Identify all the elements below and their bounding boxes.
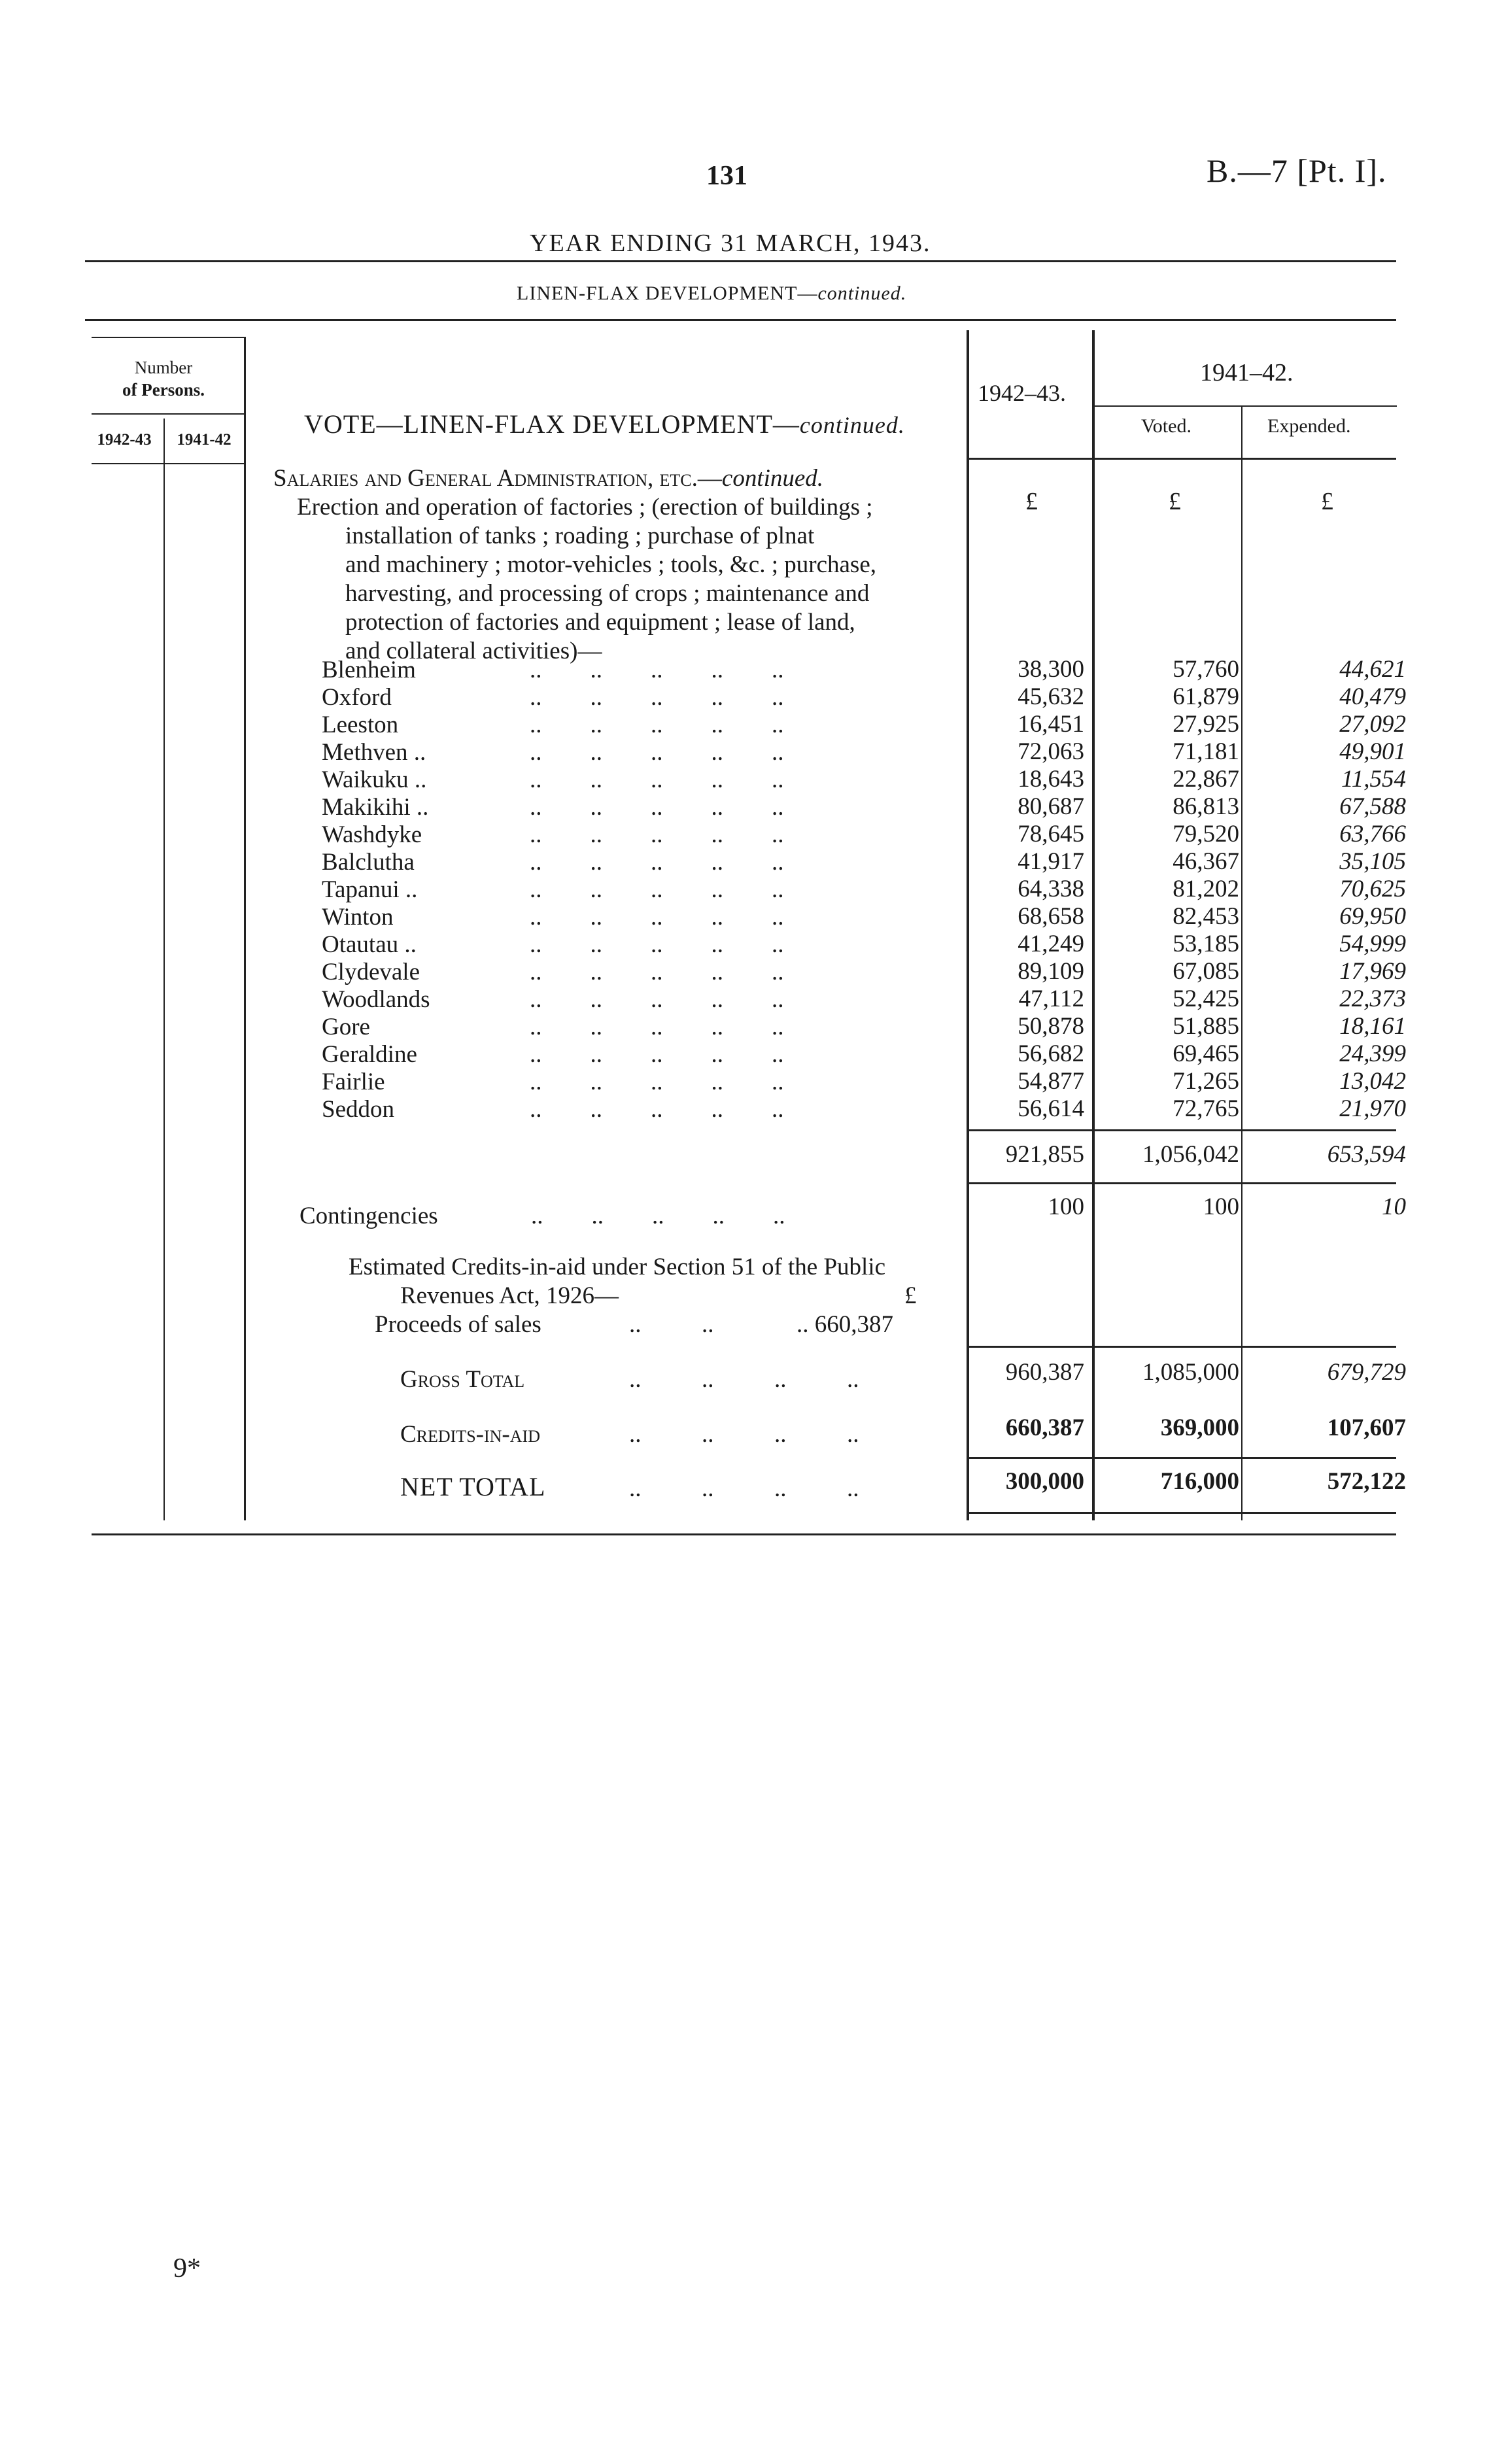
factory-1942-value: 16,451 (1018, 711, 1084, 738)
factory-expended-value: 18,161 (1339, 1013, 1406, 1040)
factory-1942-value: 54,877 (1018, 1068, 1084, 1095)
net-total-1942: 300,000 (1005, 1468, 1084, 1495)
factory-1942-value: 80,687 (1018, 793, 1084, 820)
contingencies-expended: 10 (1382, 1193, 1406, 1220)
factory-name: Blenheim (322, 657, 416, 683)
gross-total-1942: 960,387 (1005, 1359, 1084, 1386)
factory-voted-value: 86,813 (1173, 793, 1239, 820)
subtitle-cont: continued. (817, 282, 907, 304)
factory-name: Fairlie (322, 1069, 385, 1095)
description-line: installation of tanks ; roading ; purchase of plnat (345, 522, 815, 549)
factory-voted-value: 79,520 (1173, 821, 1239, 847)
factory-expended-value: 21,970 (1339, 1095, 1406, 1122)
factory-expended-value: 40,479 (1339, 683, 1406, 710)
contingencies-1942: 100 (1048, 1193, 1084, 1220)
description-line: and collateral activities)— (345, 638, 602, 664)
factory-name: Makikihi .. (322, 794, 429, 821)
factory-leader-dots: .. .. .. .. .. (530, 849, 784, 876)
voted-expended-divider (1241, 407, 1242, 1520)
vote-title-main: VOTE—LINEN-FLAX DEVELOPMENT— (304, 409, 800, 439)
factory-voted-value: 53,185 (1173, 931, 1239, 957)
description-line: Erection and operation of factories ; (erection of buildings ; (297, 494, 873, 521)
factory-name: Methven .. (322, 739, 426, 766)
factory-voted-value: 71,181 (1173, 738, 1239, 765)
subtitle-rule (85, 319, 1396, 321)
header-rule (85, 260, 1396, 262)
money-left-divider (967, 330, 969, 1520)
factory-expended-value: 69,950 (1339, 903, 1406, 930)
factory-expended-value: 35,105 (1339, 848, 1406, 875)
factory-voted-value: 57,760 (1173, 656, 1239, 683)
factory-name: Winton (322, 904, 394, 931)
description-line: protection of factories and equipment ; lease of land, (345, 609, 855, 636)
factory-expended-value: 70,625 (1339, 876, 1406, 902)
factory-expended-value: 22,373 (1339, 985, 1406, 1012)
factory-leader-dots: .. .. .. .. .. (530, 794, 784, 821)
year-title: YEAR ENDING 31 MARCH, 1943. (530, 230, 931, 257)
net-total-expended: 572,122 (1327, 1468, 1406, 1495)
section-heading-text: Salaries and General Administration, etc.— (273, 465, 722, 492)
credits-in-aid-voted: 369,000 (1160, 1414, 1239, 1441)
factory-voted-value: 27,925 (1173, 711, 1239, 738)
subtotal-rule (968, 1129, 1396, 1131)
description-line: harvesting, and processing of crops ; maintenance and (345, 580, 870, 607)
factory-expended-value: 63,766 (1339, 821, 1406, 847)
contingencies-voted: 100 (1203, 1193, 1239, 1220)
money-header-rule (968, 458, 1396, 460)
factory-leader-dots: .. .. .. .. .. (530, 1041, 784, 1068)
section-heading (273, 464, 953, 493)
factory-1942-value: 89,109 (1018, 958, 1084, 985)
factory-1942-value: 56,614 (1018, 1095, 1084, 1122)
factory-name: Otautau .. (322, 931, 417, 958)
factory-1942-value: 41,249 (1018, 931, 1084, 957)
credits-note-dots: .. .. (629, 1311, 714, 1338)
credits-note-line1: Estimated Credits-in-aid under Section 51 of the Public (349, 1254, 886, 1280)
factory-expended-value: 17,969 (1339, 958, 1406, 985)
factory-1942-value: 78,645 (1018, 821, 1084, 847)
factory-name: Balclutha (322, 849, 415, 876)
factory-leader-dots: .. .. .. .. .. (530, 876, 784, 903)
table-top-rule-left (92, 337, 245, 338)
factory-voted-value: 71,265 (1173, 1068, 1239, 1095)
factory-leader-dots: .. .. .. .. .. (530, 766, 784, 793)
subtotal-expended: 653,594 (1327, 1141, 1406, 1168)
credits-in-aid-expended: 107,607 (1327, 1414, 1406, 1441)
col-1941-header: 1941–42. (1200, 359, 1294, 386)
credits-in-aid-dots: .. .. .. .. (629, 1421, 859, 1448)
factory-voted-value: 82,453 (1173, 903, 1239, 930)
factory-expended-value: 24,399 (1339, 1040, 1406, 1067)
factory-leader-dots: .. .. .. .. .. (530, 821, 784, 848)
factory-1942-value: 18,643 (1018, 766, 1084, 793)
factory-1942-value: 56,682 (1018, 1040, 1084, 1067)
factory-leader-dots: .. .. .. .. .. (530, 1096, 784, 1123)
gross-total-voted: 1,085,000 (1142, 1359, 1239, 1386)
factory-leader-dots: .. .. .. .. .. (530, 959, 784, 985)
factory-leader-dots: .. .. .. .. .. (530, 986, 784, 1013)
factory-name: Tapanui .. (322, 876, 418, 903)
credits-note-line2: Revenues Act, 1926— (400, 1282, 619, 1309)
factory-voted-value: 46,367 (1173, 848, 1239, 875)
credits-note-line3: Proceeds of sales (375, 1311, 541, 1338)
net-total-rule (968, 1457, 1396, 1459)
factory-1942-value: 47,112 (1018, 985, 1084, 1012)
factory-name: Woodlands (322, 986, 430, 1013)
credits-in-aid-1942: 660,387 (1005, 1414, 1084, 1441)
credits-note-pound: £ (904, 1282, 917, 1309)
factory-name: Waikuku .. (322, 766, 427, 793)
vote-title (304, 409, 905, 439)
factory-leader-dots: .. .. .. .. .. (530, 657, 784, 683)
currency-voted: £ (1169, 488, 1181, 515)
factory-leader-dots: .. .. .. .. .. (530, 904, 784, 931)
factory-name: Gore (322, 1014, 370, 1040)
persons-header-line2: of Persons. (122, 380, 205, 400)
gross-total-rule (968, 1346, 1396, 1348)
col-1941-rule (1095, 405, 1397, 407)
factory-leader-dots: .. .. .. .. .. (530, 739, 784, 766)
factory-expended-value: 27,092 (1339, 711, 1406, 738)
factory-1942-value: 68,658 (1018, 903, 1084, 930)
factory-expended-value: 49,901 (1339, 738, 1406, 765)
persons-split-divider (163, 419, 165, 1520)
vote-title-cont: continued. (799, 412, 905, 438)
factory-voted-value: 51,885 (1173, 1013, 1239, 1040)
footer-mark: 9* (173, 2253, 201, 2284)
description-block (273, 464, 953, 666)
page-number: 131 (706, 161, 747, 191)
factory-expended-value: 13,042 (1339, 1068, 1406, 1095)
factory-name: Oxford (322, 684, 392, 711)
section-subtitle (517, 282, 906, 305)
factory-1942-value: 64,338 (1018, 876, 1084, 902)
subtotal-bottom-rule (968, 1182, 1396, 1184)
contingencies-label: Contingencies (300, 1203, 438, 1229)
persons-column-divider (244, 337, 246, 1520)
credits-in-aid-label: Credits-in-aid (400, 1421, 540, 1448)
factory-expended-value: 67,588 (1339, 793, 1406, 820)
factory-name: Washdyke (322, 821, 422, 848)
net-total-bottom-rule (968, 1512, 1396, 1514)
factory-voted-value: 61,879 (1173, 683, 1239, 710)
factory-name: Geraldine (322, 1041, 417, 1068)
factory-leader-dots: .. .. .. .. .. (530, 1014, 784, 1040)
net-total-voted: 716,000 (1160, 1468, 1239, 1495)
factory-1942-value: 50,878 (1018, 1013, 1084, 1040)
description-line: and machinery ; motor-vehicles ; tools, &c. ; purchase, (345, 551, 876, 578)
factory-voted-value: 72,765 (1173, 1095, 1239, 1122)
factory-expended-value: 54,999 (1339, 931, 1406, 957)
currency-1942: £ (1025, 488, 1038, 515)
gross-total-dots: .. .. .. .. (629, 1366, 859, 1393)
persons-1941-header: 1941-42 (177, 431, 231, 449)
subtitle-main: LINEN-FLAX DEVELOPMENT— (517, 282, 818, 304)
gross-total-expended: 679,729 (1327, 1359, 1406, 1386)
persons-1942-header: 1942-43 (97, 431, 152, 449)
factory-voted-value: 67,085 (1173, 958, 1239, 985)
factory-name: Leeston (322, 711, 399, 738)
factory-leader-dots: .. .. .. .. .. (530, 931, 784, 958)
net-total-dots: .. .. .. .. (629, 1475, 859, 1502)
col1942-divider (1092, 330, 1095, 1520)
net-total-label: NET TOTAL (400, 1472, 546, 1501)
subtotal-voted: 1,056,042 (1142, 1141, 1239, 1168)
persons-sub-rule (92, 463, 245, 464)
factory-leader-dots: .. .. .. .. .. (530, 684, 784, 711)
factory-name: Seddon (322, 1096, 394, 1123)
factory-name: Clydevale (322, 959, 420, 985)
factory-expended-value: 11,554 (1341, 766, 1406, 793)
voted-header: Voted. (1141, 415, 1191, 437)
persons-header (85, 356, 242, 401)
factory-1942-value: 45,632 (1018, 683, 1084, 710)
factory-expended-value: 44,621 (1339, 656, 1406, 683)
factory-voted-value: 81,202 (1173, 876, 1239, 902)
factory-1942-value: 72,063 (1018, 738, 1084, 765)
expended-header: Expended. (1267, 415, 1351, 437)
credits-note-amount: .. 660,387 (797, 1311, 893, 1338)
col-1942-header: 1942–43. (978, 380, 1066, 406)
persons-header-rule (92, 413, 245, 415)
contingencies-dots: .. .. .. .. .. (531, 1203, 785, 1229)
factory-voted-value: 52,425 (1173, 985, 1239, 1012)
table-bottom-rule (92, 1533, 1396, 1535)
persons-header-line1: Number (134, 358, 193, 377)
currency-expended: £ (1321, 488, 1333, 515)
factory-voted-value: 69,465 (1173, 1040, 1239, 1067)
gross-total-label: Gross Total (400, 1366, 525, 1393)
factory-leader-dots: .. .. .. .. .. (530, 711, 784, 738)
factory-leader-dots: .. .. .. .. .. (530, 1069, 784, 1095)
subtotal-1942: 921,855 (1005, 1141, 1084, 1168)
factory-1942-value: 41,917 (1018, 848, 1084, 875)
factory-1942-value: 38,300 (1018, 656, 1084, 683)
factory-voted-value: 22,867 (1173, 766, 1239, 793)
section-heading-cont: continued. (721, 465, 824, 492)
document-reference: B.—7 [Pt. I]. (1207, 152, 1387, 189)
